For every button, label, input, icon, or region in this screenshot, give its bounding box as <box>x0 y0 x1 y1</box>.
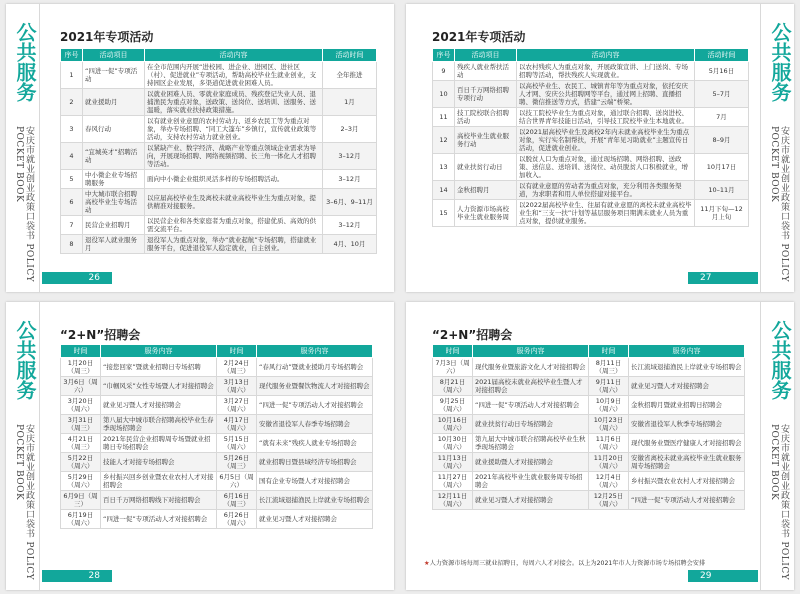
fair-content: 乡村振兴回乡创业暨农业农村人才对接招聘会 <box>101 472 217 491</box>
col-header: 活动时间 <box>323 49 377 62</box>
table-row <box>61 472 373 491</box>
table-row <box>433 181 749 200</box>
fair-date: 3月20日（周六） <box>61 396 101 415</box>
table-row <box>433 396 745 415</box>
fair-date: 3月31日（周三） <box>61 415 101 434</box>
table-row <box>433 453 745 472</box>
fair-content: “四进一促”专项活动人才对接招聘会 <box>101 510 217 529</box>
activity-content: 退役军人为重点对象，举办“就业起航”专场招聘，搭建就业服务平台，促进退役军人稳定就业，自主创业。 <box>145 235 323 254</box>
activity-time: 11月下旬—12月上旬 <box>695 200 749 227</box>
col-header: 时间 <box>61 345 101 358</box>
fair-content: 就业见习暨人才对接招聘会 <box>629 377 745 396</box>
col-header: 时间 <box>589 345 629 358</box>
activity-time: 10月17日 <box>695 154 749 181</box>
col-header: 服务内容 <box>629 345 745 358</box>
activity-name: 就业扶贫行动日 <box>455 154 517 181</box>
fair-content: 就业见习暨人才对接招聘会 <box>101 396 217 415</box>
fair-content: 就业招聘日暨县域经济专场招聘会 <box>257 453 373 472</box>
col-header: 时间 <box>433 345 473 358</box>
fair-content: 长江流域退捕渔民上岸就业专场招聘会 <box>257 491 373 510</box>
page-26 <box>6 4 394 292</box>
table-row <box>433 127 749 154</box>
fair-content: “四进一促”专项活动人才对接招聘会 <box>629 491 745 510</box>
fair-date: 6月9日（周三） <box>61 491 101 510</box>
table-row <box>433 358 745 377</box>
table-row <box>61 189 377 216</box>
table-row <box>433 62 749 81</box>
col-header: 活动内容 <box>517 49 695 62</box>
page-29 <box>406 302 794 590</box>
activity-name: 中大城市联合招聘高校毕业生专场活动 <box>83 189 145 216</box>
table-row <box>61 143 377 170</box>
table-row <box>61 235 377 254</box>
col-header: 活动项目 <box>455 49 517 62</box>
fair-content: 安徽省离校未就业高校毕业生就业服务周专场招聘会 <box>629 453 745 472</box>
activity-time: 10–11月 <box>695 181 749 200</box>
fair-content: 安徽省退役军人春季专场招聘会 <box>257 415 373 434</box>
fair-date: 12月25日（周六） <box>589 491 629 510</box>
fair-date: 3月13日（周六） <box>217 377 257 396</box>
fair-date: 1月20日（周三） <box>61 358 101 377</box>
activity-table <box>60 48 377 254</box>
activity-name: 退役军人就业服务月 <box>83 235 145 254</box>
table-row <box>433 472 745 491</box>
col-header: 活动时间 <box>695 49 749 62</box>
activity-content: 以有就业创业意愿的农村劳动力、返乡农民工等为重点对象，举办专场招聘、“同工大篷车”乡镇行，宣传就业政策等活动，支持农村劳动力就业创业。 <box>145 116 323 143</box>
row-number: 11 <box>433 108 455 127</box>
fair-content: “四进一促”专项活动人才对接招聘会 <box>473 396 589 415</box>
fair-date: 7月3日（周六） <box>433 358 473 377</box>
activity-content: 以紧缺产业、数字经济、战略产业等重点领域企业需求为导向，开展现场招聘、网络视频招聘、长三角一体化人才招聘等活动。 <box>145 143 323 170</box>
table-row <box>61 89 377 116</box>
col-header: 序号 <box>433 49 455 62</box>
row-number: 15 <box>433 200 455 227</box>
job-fair-table <box>432 344 745 510</box>
side-brand: 公共服务 <box>13 320 37 400</box>
fair-date: 11月27日（周六） <box>433 472 473 491</box>
fair-content: “四进一促”专项活动人才对接招聘会 <box>257 396 373 415</box>
activity-content: 面向中小微企业组织灵活多样的专场招聘活动。 <box>145 170 323 189</box>
activity-time: 5月16日 <box>695 62 749 81</box>
fair-content: 第八届大中城市联合招聘高校毕业生春季现场招聘会 <box>101 415 217 434</box>
table-row <box>433 377 745 396</box>
activity-time: 2–3月 <box>323 116 377 143</box>
activity-time: 8–9月 <box>695 127 749 154</box>
row-number: 4 <box>61 143 83 170</box>
table-row <box>61 377 373 396</box>
side-brand: 公共服务 <box>768 22 792 102</box>
fair-date: 8月11日（周三） <box>589 358 629 377</box>
activity-time: 3–6月、9–11月 <box>323 189 377 216</box>
table-row <box>433 415 745 434</box>
fair-date: 5月22日（周六） <box>61 453 101 472</box>
row-number: 9 <box>433 62 455 81</box>
fair-date: 8月21日（周六） <box>433 377 473 396</box>
fair-content: 2021届高校未就业高校毕业生暨人才对接招聘会 <box>473 377 589 396</box>
row-number: 6 <box>61 189 83 216</box>
row-number: 14 <box>433 181 455 200</box>
table-row <box>61 170 377 189</box>
activity-content: 以农村残疾人为重点对象，开展政策宣讲、上门送岗、专场招聘等活动，帮扶残疾人实现就业。 <box>517 62 695 81</box>
side-brand: 公共服务 <box>13 22 37 102</box>
row-number: 8 <box>61 235 83 254</box>
fair-date: 2月24日（周三） <box>217 358 257 377</box>
fair-content: 就业援助暨人才对接招聘会 <box>473 453 589 472</box>
fair-content: 现代服务业暨餐饮物流人才对接招聘会 <box>257 377 373 396</box>
fair-date: 9月11日（周六） <box>589 377 629 396</box>
fair-content: 乡村振兴暨农业农村人才对接招聘会 <box>629 472 745 491</box>
table-row <box>61 415 373 434</box>
activity-time: 1月 <box>323 89 377 116</box>
fair-content: 金秋招聘月暨就业招聘日招聘会 <box>629 396 745 415</box>
fair-date: 6月16日（周三） <box>217 491 257 510</box>
page-number: 27 <box>688 272 758 284</box>
side-subtitle: 安庆市就业创业政策口袋书 POLICY POCKET BOOK <box>769 126 789 283</box>
section-title: “2+N”招聘会 <box>60 328 141 342</box>
side-strip <box>6 4 40 292</box>
activity-content: 以就业困难人员、零就业家庭成员、残疾登记失业人员、退捕渔民为重点对象，送政策、送岗位、送培训、送服务、送温暖，落实就业扶持政策措施。 <box>145 89 323 116</box>
activity-time: 3–12月 <box>323 170 377 189</box>
fair-date: 3月27日（周六） <box>217 396 257 415</box>
activity-content: 以高校毕业生、农民工、城镇青年等为重点对象，依托安庆人才网、安庆公共招聘网等平台，通过网上招聘、直播招聘、微信推送等方式，搭建“云端”桥梁。 <box>517 81 695 108</box>
fair-date: 3月6日（周六） <box>61 377 101 396</box>
activity-name: 残疾人就业帮扶活动 <box>455 62 517 81</box>
fair-content: 现代服务业暨旅游文化人才对接招聘会 <box>473 358 589 377</box>
side-brand: 公共服务 <box>768 320 792 400</box>
activity-name: 技工院校联合招聘活动 <box>455 108 517 127</box>
activity-time: 3–12月 <box>323 216 377 235</box>
fair-date: 11月20日（周六） <box>589 453 629 472</box>
fair-content: 现代服务业暨医疗健康人才对接招聘会 <box>629 434 745 453</box>
fair-content: 就业扶贫行动日专场招聘会 <box>473 415 589 434</box>
section-title: 2021年专项活动 <box>432 30 526 44</box>
fair-content: 2021年民营企业招聘周专场暨就业招聘日专场招聘会 <box>101 434 217 453</box>
side-strip <box>6 302 40 590</box>
table-row <box>433 434 745 453</box>
activity-time: 3–12月 <box>323 143 377 170</box>
page-number: 28 <box>42 570 112 582</box>
table-row <box>61 116 377 143</box>
side-subtitle: 安庆市就业创业政策口袋书 POLICY POCKET BOOK <box>769 424 789 581</box>
section-title: 2021年专项活动 <box>60 30 154 44</box>
activity-content: 在全市范围内开展“进校园、进企业、进园区、进社区（村）、促进就业”专项活动，帮助高校毕业生就业创业，支持园区企业发展，多渠道促进就业困难人员。 <box>145 62 323 89</box>
fair-date: 4月17日（周六） <box>217 415 257 434</box>
table-row <box>61 434 373 453</box>
fair-content: 2021年高校毕业生就业服务周专场招聘会 <box>473 472 589 491</box>
page-number: 29 <box>688 570 758 582</box>
activity-content: 以2021届高校毕业生及离校2年内未就业高校毕业生为重点对象，实行实名制帮扶，开展“青年见习助就业”主题宣传日活动，促进就业创业。 <box>517 127 695 154</box>
fair-content: 第九届大中城市联合招聘高校毕业生秋季现场招聘会 <box>473 434 589 453</box>
fair-content: 技能人才对接专场招聘会 <box>101 453 217 472</box>
table-row <box>61 396 373 415</box>
fair-date: 11月6日（周六） <box>589 434 629 453</box>
table-row <box>433 81 749 108</box>
activity-time: 4月、10月 <box>323 235 377 254</box>
table-row <box>61 216 377 235</box>
activity-time: 7月 <box>695 108 749 127</box>
activity-content: 以民营企业和各类家庭者为重点对象，搭建优质、高效的供需交流平台。 <box>145 216 323 235</box>
row-number: 5 <box>61 170 83 189</box>
activity-content: 以技工院校毕业生为重点对象，通过联合招聘、送岗进校、结合世界青年技能日活动，引导技工院校毕业生本地就业。 <box>517 108 695 127</box>
activity-content: 以应届高校毕业生及离校未就业高校毕业生为重点对象，提供精准对接服务。 <box>145 189 323 216</box>
activity-name: 百日千万网络招聘专项行动 <box>455 81 517 108</box>
fair-content: 安徽省退役军人秋季专场招聘会 <box>629 415 745 434</box>
fair-date: 11月13日（周六） <box>433 453 473 472</box>
fair-date: 6月19日（周六） <box>61 510 101 529</box>
footnote-text: 人力资源市场每周三就业招聘日，每周六人才对接会。以上为2021年市人力资源市场专场招聘会安排 <box>429 560 706 567</box>
fair-content: “春风行动”暨就业援助月专场招聘会 <box>257 358 373 377</box>
fair-date: 5月26日（周三） <box>217 453 257 472</box>
activity-name: “宜城英才”招聘活动 <box>83 143 145 170</box>
table-row <box>61 491 373 510</box>
fair-content: 长江流域退捕渔民上岸就业专场招聘会 <box>629 358 745 377</box>
table-row <box>61 510 373 529</box>
activity-name: “四进一促”专项活动 <box>83 62 145 89</box>
fair-date: 5月15日（周六） <box>217 434 257 453</box>
fair-date: 4月21日（周三） <box>61 434 101 453</box>
row-number: 1 <box>61 62 83 89</box>
col-header: 时间 <box>217 345 257 358</box>
row-number: 10 <box>433 81 455 108</box>
activity-table <box>432 48 749 227</box>
row-number: 13 <box>433 154 455 181</box>
star-icon: ★ <box>424 560 430 567</box>
fair-content: 就业见习暨人才对接招聘会 <box>257 510 373 529</box>
row-number: 2 <box>61 89 83 116</box>
activity-content: 以2022届高校毕业生、往届有就业意愿的离校未就业高校毕业生和“三支一扶”计划等基层服务项目期满未就业人员为重点对象，提供就业服务。 <box>517 200 695 227</box>
fair-content: “就有未来”残疾人就业专场招聘会 <box>257 434 373 453</box>
activity-content: 以脱贫人口为重点对象，通过现场招聘、网络招聘、送政策、送信息、送培训、送岗位、动员脱贫人口积极就业，增加收入。 <box>517 154 695 181</box>
row-number: 7 <box>61 216 83 235</box>
fair-content: 百日千万网络招聘线下对接招聘会 <box>101 491 217 510</box>
activity-name: 高校毕业生就业服务行动 <box>455 127 517 154</box>
table-row <box>61 453 373 472</box>
section-title: “2+N”招聘会 <box>432 328 513 342</box>
fair-date: 10月9日（周六） <box>589 396 629 415</box>
col-header: 活动项目 <box>83 49 145 62</box>
table-row <box>433 108 749 127</box>
activity-name: 人力资源市场高校毕业生就业服务周 <box>455 200 517 227</box>
fair-date: 6月26日（周六） <box>217 510 257 529</box>
fair-date: 5月29日（周六） <box>61 472 101 491</box>
fair-date: 10月30日（周六） <box>433 434 473 453</box>
footnote <box>424 560 744 568</box>
table-row <box>61 358 373 377</box>
fair-date: 9月25日（周六） <box>433 396 473 415</box>
activity-name: 民营企业招聘月 <box>83 216 145 235</box>
page-number: 26 <box>42 272 112 284</box>
col-header: 服务内容 <box>101 345 217 358</box>
activity-time: 全年推进 <box>323 62 377 89</box>
table-row <box>433 491 745 510</box>
activity-name: 就业援助月 <box>83 89 145 116</box>
table-row <box>433 200 749 227</box>
fair-date: 12月4日（周六） <box>589 472 629 491</box>
side-strip <box>760 302 794 590</box>
fair-date: 12月11日（周六） <box>433 491 473 510</box>
fair-content: 国有企业专场暨人才对接招聘会 <box>257 472 373 491</box>
row-number: 12 <box>433 127 455 154</box>
activity-name: 金秋招聘月 <box>455 181 517 200</box>
page-28 <box>6 302 394 590</box>
col-header: 活动内容 <box>145 49 323 62</box>
fair-content: “巾帼风采”女性专场暨人才对接招聘会 <box>101 377 217 396</box>
side-strip <box>760 4 794 292</box>
table-row <box>61 62 377 89</box>
fair-content: 就业见习暨人才对接招聘会 <box>473 491 589 510</box>
page-27 <box>406 4 794 292</box>
side-subtitle: 安庆市就业创业政策口袋书 POLICY POCKET BOOK <box>14 424 34 581</box>
col-header: 服务内容 <box>473 345 589 358</box>
fair-date: 6月5日（周六） <box>217 472 257 491</box>
fair-content: “接您回家”暨就业招聘日专场招聘 <box>101 358 217 377</box>
col-header: 序号 <box>61 49 83 62</box>
side-subtitle: 安庆市就业创业政策口袋书 POLICY POCKET BOOK <box>14 126 34 283</box>
table-row <box>433 154 749 181</box>
activity-name: 中小微企业专场招聘服务 <box>83 170 145 189</box>
row-number: 3 <box>61 116 83 143</box>
activity-content: 以有就业意愿的劳动者为重点对象，充分利用各类服务渠道，为求职者和用人单位搭建对接平台。 <box>517 181 695 200</box>
fair-date: 10月16日（周六） <box>433 415 473 434</box>
col-header: 服务内容 <box>257 345 373 358</box>
job-fair-table <box>60 344 373 529</box>
activity-name: 春风行动 <box>83 116 145 143</box>
fair-date: 10月23日（周六） <box>589 415 629 434</box>
activity-time: 5–7月 <box>695 81 749 108</box>
